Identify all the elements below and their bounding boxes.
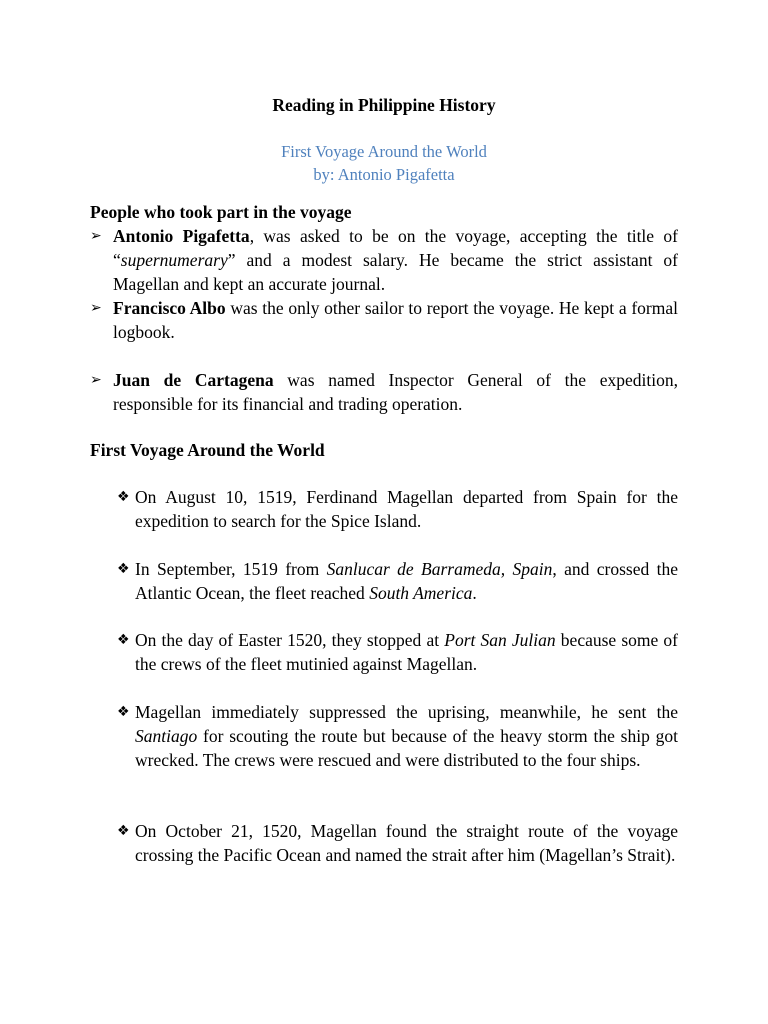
- text-run: In September, 1519 from: [135, 559, 327, 579]
- list-item-text: [135, 700, 678, 772]
- list-item: [90, 224, 678, 296]
- text-run: , was asked to be on the voyage, accepting the title of “: [113, 226, 678, 270]
- list-item: [90, 819, 678, 867]
- person-name: Antonio Pigafetta: [113, 226, 250, 246]
- text-run: was named Inspector General of the expedition, responsible for its financial and trading operation.: [113, 370, 678, 414]
- list-item: [90, 700, 678, 772]
- list-item: [90, 557, 678, 605]
- text-run: Magellan immediately suppressed the uprising, meanwhile, he sent the: [135, 702, 678, 722]
- section-heading-voyage: First Voyage Around the World: [90, 440, 325, 460]
- arrow-bullet-icon: ➢: [90, 372, 102, 388]
- text-run: ” and a modest salary. He became the strict assistant of Magellan and kept an accurate journal.: [113, 250, 678, 294]
- diamond-bullet-icon: ❖: [117, 489, 130, 505]
- person-name: Francisco Albo: [113, 298, 226, 318]
- arrow-bullet-icon: ➢: [90, 300, 102, 316]
- italic-place: Port San Julian: [444, 630, 556, 650]
- text-run: On the day of Easter 1520, they stopped at: [135, 630, 445, 650]
- diamond-bullet-icon: ❖: [117, 561, 130, 577]
- italic-place: Sanlucar de Barrameda, Spain: [326, 559, 553, 579]
- italic-term: supernumerary: [120, 250, 228, 270]
- diamond-bullet-icon: ❖: [117, 704, 130, 720]
- section-heading-participants: People who took part in the voyage: [90, 202, 352, 222]
- italic-place: South America: [369, 583, 473, 603]
- subtitle-line: First Voyage Around the World: [281, 142, 487, 161]
- list-item: [90, 628, 678, 676]
- list-item: [90, 368, 678, 416]
- list-item-text: [113, 224, 678, 296]
- text-run: .: [472, 583, 477, 603]
- list-item-text: [135, 557, 678, 605]
- diamond-bullet-icon: ❖: [117, 823, 130, 839]
- list-item: [90, 296, 678, 344]
- list-item: [90, 485, 678, 533]
- list-item-text: [113, 296, 678, 344]
- arrow-bullet-icon: ➢: [90, 228, 102, 244]
- person-name: Juan de Cartagena: [113, 370, 274, 390]
- text-run: On August 10, 1519, Ferdinand Magellan departed from Spain for the expedition to search for the Spice Island.: [135, 487, 678, 531]
- italic-ship: Santiago: [135, 726, 198, 746]
- list-item-text: [135, 628, 678, 676]
- text-run: for scouting the route but because of the heavy storm the ship got wrecked. The crews were rescued and were distributed to the four ships.: [135, 726, 678, 770]
- text-run: was the only other sailor to report the voyage. He kept a formal logbook.: [113, 298, 678, 342]
- list-item-text: [113, 368, 678, 416]
- byline: by: Antonio Pigafetta: [313, 165, 455, 184]
- list-item-text: [135, 819, 678, 867]
- text-run: , and crossed the Atlantic Ocean, the fleet reached: [135, 559, 678, 603]
- document-title: Reading in Philippine History: [272, 95, 496, 115]
- list-item-text: [135, 485, 678, 533]
- text-run: because some of the crews of the fleet mutinied against Magellan.: [135, 630, 678, 674]
- document-subtitle: [0, 140, 768, 186]
- diamond-bullet-icon: ❖: [117, 632, 130, 648]
- text-run: On October 21, 1520, Magellan found the straight route of the voyage crossing the Pacific Ocean and named the strait after him (Magellan’s Strait).: [135, 821, 678, 865]
